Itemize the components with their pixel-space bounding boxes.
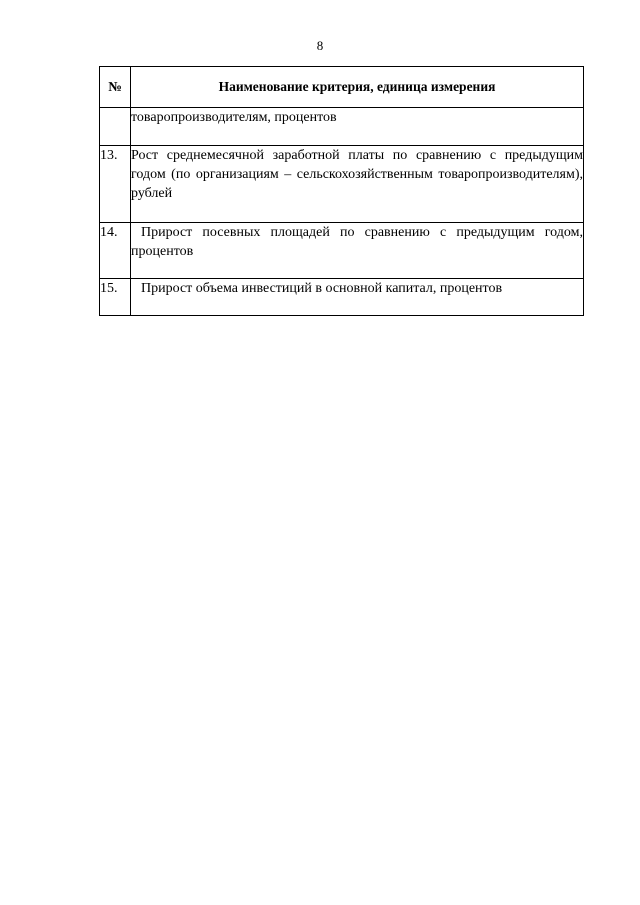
row-number: 15. bbox=[100, 279, 131, 316]
table-row bbox=[100, 279, 584, 316]
page-number: 8 bbox=[316, 38, 324, 53]
row-criterion: Прирост объема инвестиций в основной капитал, процентов bbox=[131, 279, 584, 316]
row-number bbox=[100, 108, 131, 146]
row-criterion: товаропроизводителям, процентов bbox=[131, 108, 584, 146]
row-criterion: Рост среднемесячной заработной платы по сравнению с предыдущим годом (по организациям – сельскохозяйственным товаропроизводителям), рублей bbox=[131, 146, 584, 223]
row-criterion: Прирост посевных площадей по сравнению с предыдущим годом, процентов bbox=[131, 223, 584, 279]
header-number: № bbox=[100, 67, 131, 108]
table-header-row bbox=[100, 67, 584, 108]
table-row bbox=[100, 146, 584, 223]
row-number: 13. bbox=[100, 146, 131, 223]
table-row bbox=[100, 223, 584, 279]
criteria-table bbox=[99, 66, 584, 316]
row-number: 14. bbox=[100, 223, 131, 279]
table-row bbox=[100, 108, 584, 146]
header-criterion-name: Наименование критерия, единица измерения bbox=[131, 67, 584, 108]
